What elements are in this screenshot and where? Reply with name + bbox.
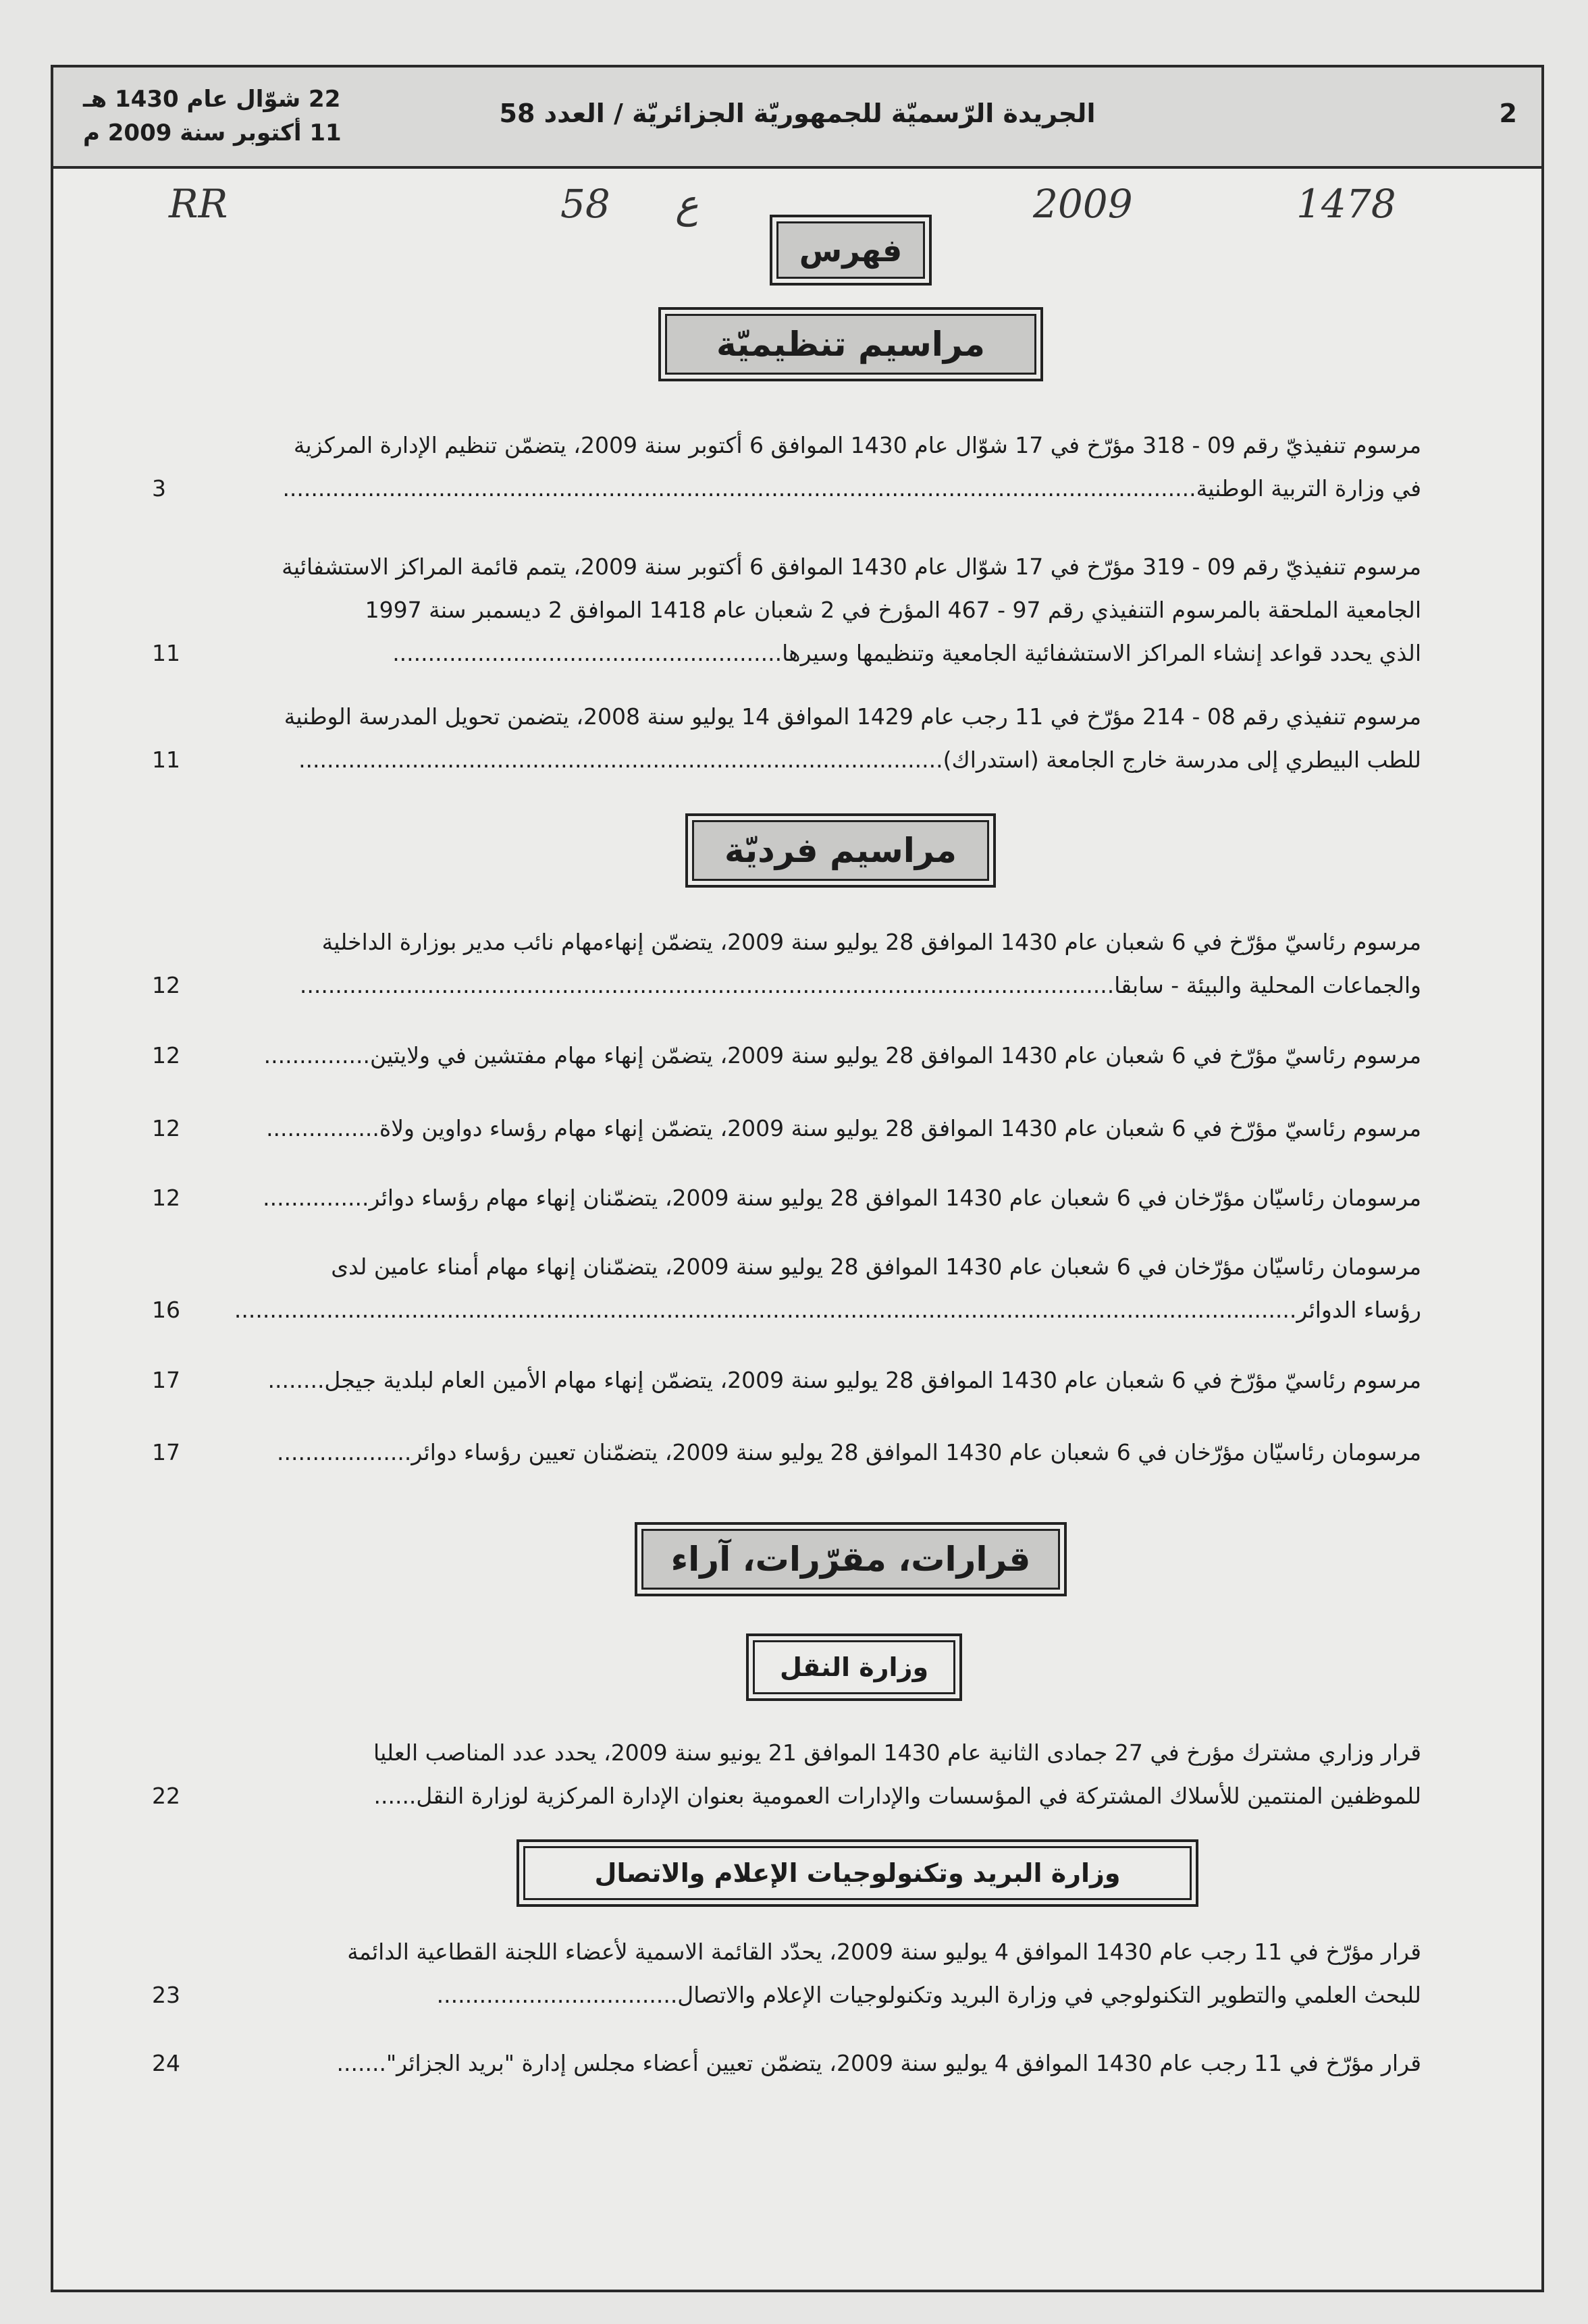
entry-page-number: 17 <box>152 1367 180 1393</box>
entry-line: مرسومان رئاسيّان مؤرّخان في 6 شعبان عام 1430 الموافق 28 يوليو سنة 2009، يتضمّنان تعيين رؤساء دوائر................... <box>277 1439 1421 1465</box>
index-entry <box>186 1245 1421 1332</box>
index-title: فهرس <box>776 221 925 279</box>
entry-line: في وزارة التربية الوطنية................................................................................................................................. <box>282 475 1421 502</box>
entry-line: الجامعية الملحقة بالمرسوم التنفيذي رقم 97 - 467 المؤرخ في 2 شعبان عام 1418 الموافق 2 ديسمبر سنة 1997 <box>365 597 1421 623</box>
entry-line: مرسومان رئاسيّان مؤرّخان في 6 شعبان عام 1430 الموافق 28 يوليو سنة 2009، يتضمّنان إنهاء مهام رؤساء دوائر............... <box>263 1185 1421 1211</box>
handwritten-annotation: 58 <box>560 181 610 227</box>
entry-line: مرسومان رئاسيّان مؤرّخان في 6 شعبان عام 1430 الموافق 28 يوليو سنة 2009، يتضمّنان إنهاء مهام أمناء عامين لدى <box>331 1253 1421 1280</box>
page-number: 2 <box>1499 99 1517 128</box>
index-entry <box>186 1107 1421 1150</box>
entry-line: مرسوم رئاسيّ مؤرّخ في 6 شعبان عام 1430 الموافق 28 يوليو سنة 2009، يتضمّن إنهاءمهام نائب مدير بوزارة الداخلية <box>321 929 1421 955</box>
index-title-box <box>770 215 932 286</box>
date-hijri: 22 شوّال عام 1430 هـ <box>83 86 341 113</box>
entry-line: للموظفين المنتمين للأسلاك المشتركة في المؤسسات والإدارات العمومية بعنوان الإدارة المركزية لوزارة النقل...... <box>373 1783 1421 1809</box>
index-entry <box>186 1177 1421 1220</box>
entry-page-number: 3 <box>152 475 166 502</box>
entry-line: مرسوم رئاسيّ مؤرّخ في 6 شعبان عام 1430 الموافق 28 يوليو سنة 2009، يتضمّن إنهاء مهام مفتشين في ولايتين............... <box>263 1042 1421 1069</box>
entry-line: مرسوم تنفيذي رقم 08 - 214 مؤرّخ في 11 رجب عام 1429 الموافق 14 يوليو سنة 2008، يتضمن تحويل المدرسة الوطنية <box>284 703 1421 730</box>
subsection-title: وزارة النقل <box>753 1640 955 1694</box>
entry-line: رؤساء الدوائر...................................................................................................................................................... <box>234 1297 1421 1323</box>
index-entry <box>186 1731 1421 1818</box>
page-header <box>53 67 1541 169</box>
section-header-regulatory-decrees <box>658 307 1043 381</box>
section-title: مراسيم فرديّة <box>692 820 989 881</box>
section-title: مراسيم تنظيميّة <box>665 314 1036 375</box>
subsection-header-transport <box>746 1633 962 1701</box>
entry-line: والجماعات المحلية والبيئة - سابقا................................................................................................................... <box>299 972 1421 998</box>
handwritten-annotation: RR <box>169 181 228 227</box>
handwritten-annotation: ع <box>675 181 699 227</box>
index-entry <box>186 695 1421 782</box>
index-entry <box>186 424 1421 510</box>
entry-page-number: 12 <box>152 972 180 998</box>
date-gregorian: 11 أكتوبر سنة 2009 م <box>83 119 342 146</box>
index-entry <box>186 1930 1421 2017</box>
entry-line: قرار مؤرّخ في 11 رجب عام 1430 الموافق 4 يوليو سنة 2009، يحدّد القائمة الاسمية لأعضاء اللجنة القطاعية الدائمة <box>347 1939 1421 1965</box>
entry-page-number: 23 <box>152 1982 180 2008</box>
entry-line: للبحث العلمي والتطوير التكنولوجي في وزارة البريد وتكنولوجيات الإعلام والاتصال.................................. <box>436 1982 1421 2008</box>
section-title: قرارات، مقرّرات، آراء <box>641 1529 1060 1590</box>
index-entry <box>186 1359 1421 1402</box>
entry-line: مرسوم رئاسيّ مؤرّخ في 6 شعبان عام 1430 الموافق 28 يوليو سنة 2009، يتضمّن إنهاء مهام رؤساء دواوين ولاة................ <box>266 1115 1421 1141</box>
subsection-title: وزارة البريد وتكنولوجيات الإعلام والاتصال <box>523 1846 1192 1900</box>
entry-page-number: 12 <box>152 1185 180 1211</box>
entry-line: مرسوم رئاسيّ مؤرّخ في 6 شعبان عام 1430 الموافق 28 يوليو سنة 2009، يتضمّن إنهاء مهام الأمين العام لبلدية جيجل........ <box>267 1367 1421 1393</box>
entry-page-number: 12 <box>152 1042 180 1069</box>
subsection-header-post-telecom <box>517 1839 1198 1907</box>
entry-page-number: 12 <box>152 1115 180 1141</box>
handwritten-annotation: 2009 <box>1033 181 1133 227</box>
index-entry <box>186 2042 1421 2085</box>
issue-date <box>83 82 342 150</box>
entry-page-number: 22 <box>152 1783 180 1809</box>
section-header-individual-decrees <box>685 813 996 888</box>
entry-page-number: 24 <box>152 2050 180 2076</box>
entry-page-number: 11 <box>152 747 180 773</box>
index-entry <box>186 1431 1421 1474</box>
handwritten-annotation: 1478 <box>1296 181 1396 227</box>
entry-page-number: 11 <box>152 640 180 666</box>
index-entry <box>186 1034 1421 1077</box>
gazette-title: الجريدة الرّسميّة للجمهوريّة الجزائريّة / العدد 58 <box>499 99 1096 128</box>
entry-page-number: 16 <box>152 1297 180 1323</box>
index-entry <box>186 921 1421 1007</box>
entry-page-number: 17 <box>152 1439 180 1465</box>
entry-line: مرسوم تنفيذيّ رقم 09 - 318 مؤرّخ في 17 شوّال عام 1430 الموافق 6 أكتوبر سنة 2009، يتضمّن تنظيم الإدارة المركزية <box>293 432 1421 458</box>
index-entry <box>186 545 1421 675</box>
entry-line: الذي يحدد قواعد إنشاء المراكز الاستشفائية الجامعية وتنظيمها وسيرها....................................................... <box>392 640 1421 666</box>
entry-line: مرسوم تنفيذيّ رقم 09 - 319 مؤرّخ في 17 شوّال عام 1430 الموافق 6 أكتوبر سنة 2009، يتمم قائمة المراكز الاستشفائية <box>282 553 1421 580</box>
entry-line: للطب البيطري إلى مدرسة خارج الجامعة (استدراك)........................................................................................... <box>298 747 1421 773</box>
entry-line: قرار وزاري مشترك مؤرخ في 27 جمادى الثانية عام 1430 الموافق 21 يونيو سنة 2009، يحدد عدد المناصب العليا <box>373 1739 1421 1766</box>
entry-line: قرار مؤرّخ في 11 رجب عام 1430 الموافق 4 يوليو سنة 2009، يتضمّن تعيين أعضاء مجلس إدارة "بريد الجزائر"....... <box>336 2050 1421 2076</box>
section-header-decisions <box>635 1522 1067 1596</box>
